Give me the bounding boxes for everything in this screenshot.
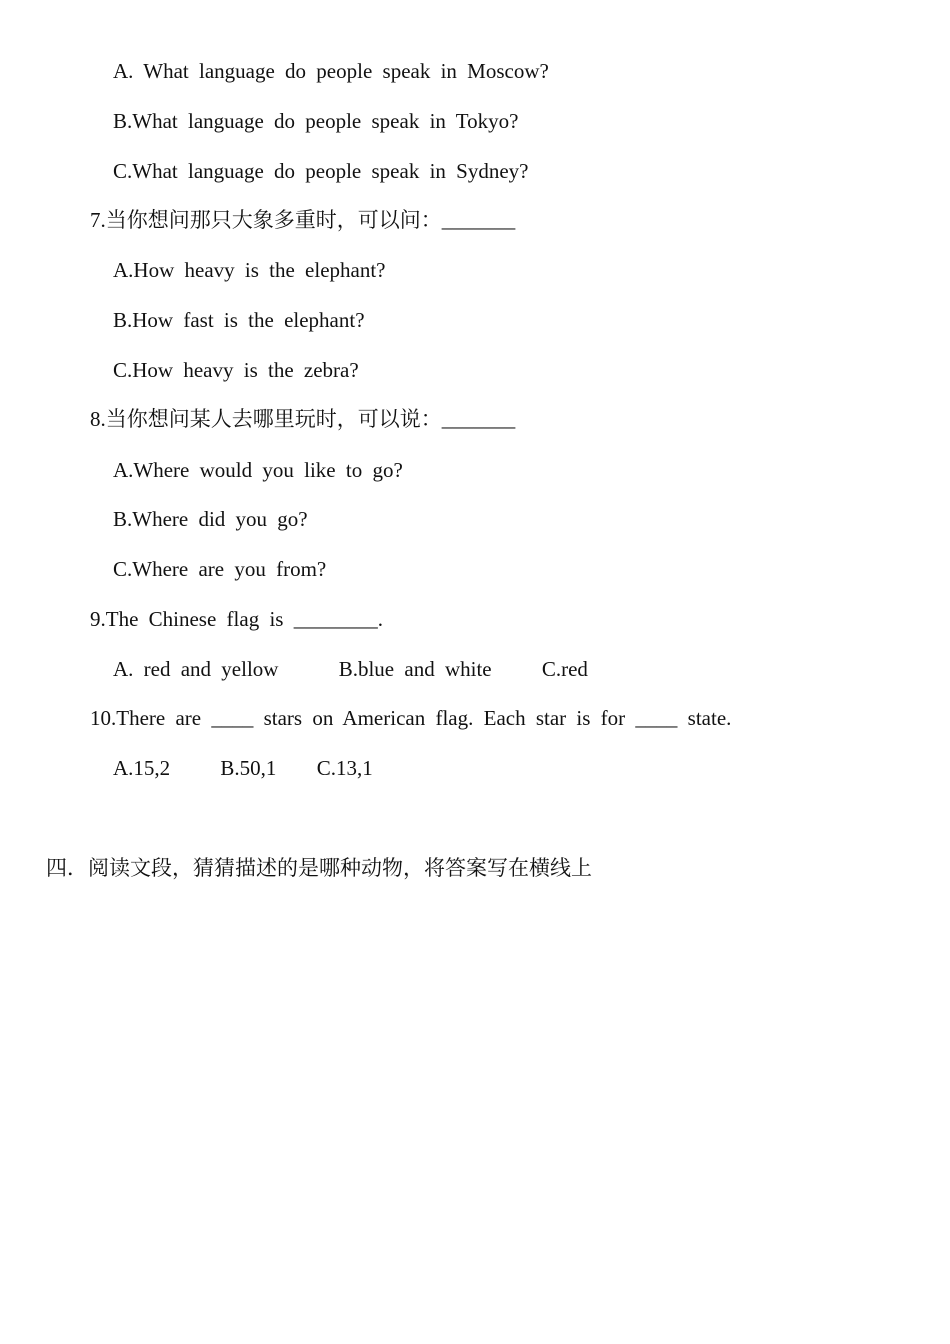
q9-option-a: A. red and yellow bbox=[113, 657, 279, 681]
q8-option-b: B.Where did you go? bbox=[113, 507, 308, 531]
q7-option-a: A.How heavy is the elephant? bbox=[113, 258, 386, 282]
q9-option-c: C.red bbox=[541, 657, 588, 681]
q9-option-b: B.blue and white bbox=[338, 657, 492, 681]
q8-stem: 8.当你想问某人去哪里玩时，可以说：_______ bbox=[90, 407, 516, 431]
q10-options bbox=[113, 754, 373, 782]
q8-option-c: C.Where are you from? bbox=[113, 557, 327, 581]
q9-options bbox=[113, 655, 588, 683]
q10-option-c: C.13,1 bbox=[316, 756, 373, 780]
q9-stem: 9.The Chinese flag is ________. bbox=[90, 607, 383, 631]
q6-option-c: C.What language do people speak in Sydney? bbox=[113, 159, 529, 183]
q8-option-a: A.Where would you like to go? bbox=[113, 458, 403, 482]
q7-stem: 7.当你想问那只大象多重时，可以问：_______ bbox=[90, 208, 516, 232]
q7-option-b: B.How fast is the elephant? bbox=[113, 308, 365, 332]
section-4-heading: 四．阅读文段，猜猜描述的是哪种动物，将答案写在横线上 bbox=[46, 856, 592, 880]
q6-option-b: B.What language do people speak in Tokyo? bbox=[113, 109, 519, 133]
q7-option-c: C.How heavy is the zebra? bbox=[113, 358, 359, 382]
q10-option-a: A.15,2 bbox=[113, 756, 171, 780]
q10-stem: 10.There are ____ stars on American flag. Each star is for ____ state. bbox=[90, 706, 732, 730]
q6-option-a: A. What language do people speak in Moscow? bbox=[113, 59, 549, 83]
q10-option-b: B.50,1 bbox=[220, 756, 277, 780]
